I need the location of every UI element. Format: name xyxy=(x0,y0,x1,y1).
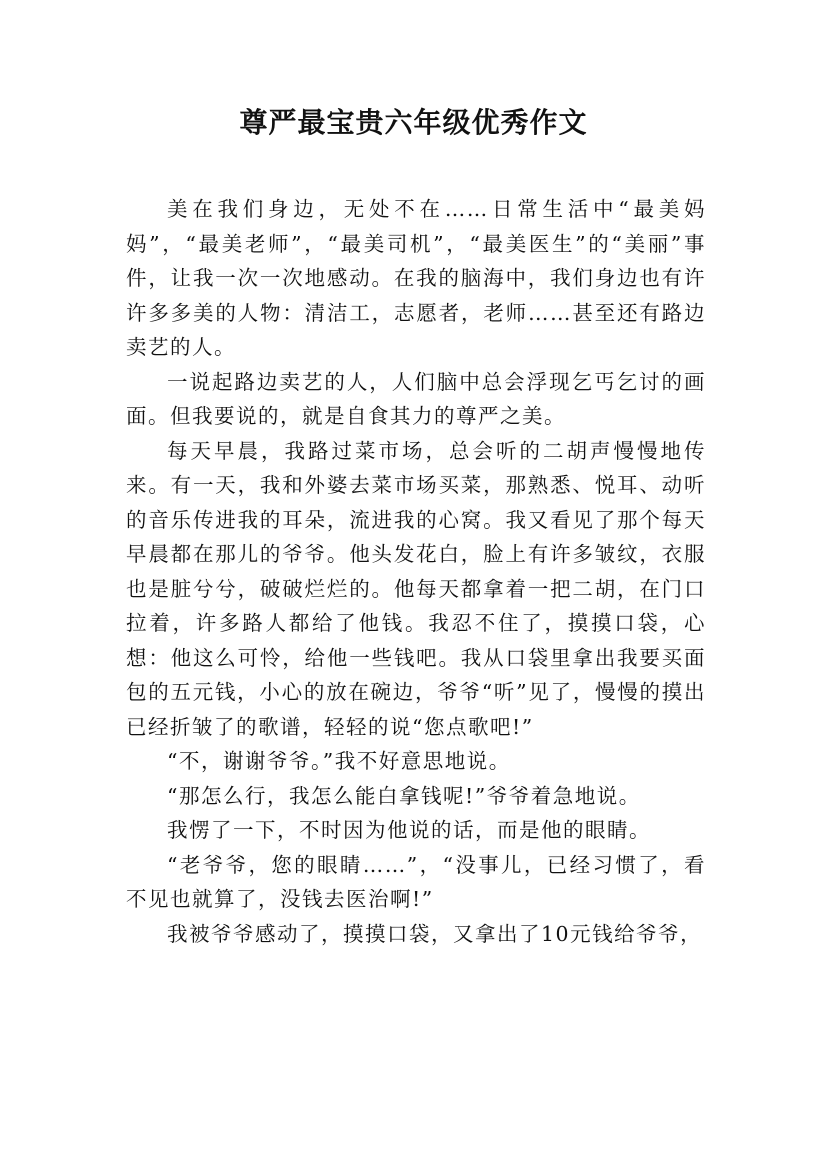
document-title: 尊严最宝贵六年级优秀作文 xyxy=(239,106,588,139)
paragraph-8: 我被爷爷感动了，摸摸口袋，又拿出了10元钱给爷爷， xyxy=(167,921,703,946)
paragraph-7: “老爷爷，您的眼睛……”，“没事儿，已经习惯了，看不见也就算了，没钱去医治啊!” xyxy=(126,852,706,911)
document-body xyxy=(126,192,706,951)
paragraph-5: “那怎么行，我怎么能白拿钱呢!”爷爷着急地说。 xyxy=(167,783,641,808)
paragraph-1: 美在我们身边，无处不在……日常生活中“最美妈妈”，“最美老师”，“最美司机”，“最美医生”的“美丽”事件，让我一次一次地感动。在我的脑海中，我们身边也有许许多多美的人物：清洁工，志愿者，老师……甚至还有路边卖艺的人。 xyxy=(126,197,706,359)
paragraph-4: “不，谢谢爷爷。”我不好意思地说。 xyxy=(167,749,511,773)
paragraph-6: 我愣了一下，不时因为他说的话，而是他的眼睛。 xyxy=(167,818,651,842)
paragraph-2: 一说起路边卖艺的人，人们脑中总会浮现乞丐乞讨的画面。但我要说的，就是自食其力的尊严之美。 xyxy=(126,369,706,428)
paragraph-3: 每天早晨，我路过菜市场，总会听的二胡声慢慢地传来。有一天，我和外婆去菜市场买菜，那熟悉、悦耳、动听的音乐传进我的耳朵，流进我的心窝。我又看见了那个每天早晨都在那儿的爷爷。他头发花白，脸上有许多皱纹，衣服也是脏兮兮，破破烂烂的。他每天都拿着一把二胡，在门口拉着，许多路人都给了他钱。我忍不住了，摸摸口袋，心想：他这么可怜，给他一些钱吧。我从口袋里拿出我要买面包的五元钱，小心的放在碗边，爷爷“听”见了，慢慢的摸出已经折皱了的歌谱，轻轻的说“您点歌吧!” xyxy=(126,438,706,739)
